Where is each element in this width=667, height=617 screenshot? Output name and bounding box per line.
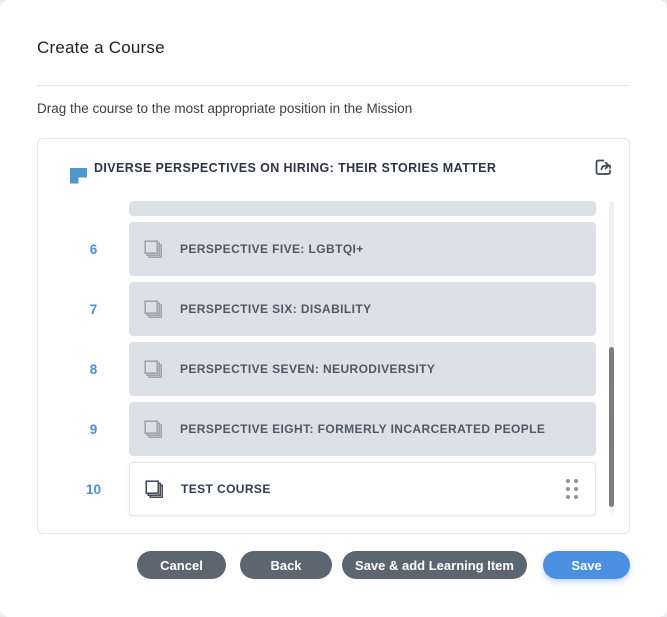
position-number: 10 [85,481,102,497]
course-card[interactable] [129,222,596,276]
course-row [76,282,596,336]
scrollbar-track[interactable] [609,201,614,513]
course-title: TEST COURSE [181,482,271,496]
course-row [76,462,596,516]
course-card[interactable] [129,282,596,336]
page-title: Create a Course [37,38,165,57]
course-title: PERSPECTIVE EIGHT: FORMERLY INCARCERATED PEOPLE [180,422,546,436]
header-divider [37,85,630,86]
mission-panel [37,138,630,534]
scrollbar-thumb[interactable] [609,347,614,507]
partial-card-above [129,201,596,216]
mission-title: DIVERSE PERSPECTIVES ON HIRING: THEIR STORIES MATTER [94,161,497,175]
flag-icon [70,168,88,184]
cancel-button[interactable]: Cancel [137,551,226,579]
position-number: 9 [89,421,98,437]
course-card[interactable] [129,342,596,396]
course-stack-icon [143,239,164,260]
back-button[interactable]: Back [240,551,332,579]
course-title: PERSPECTIVE SEVEN: NEURODIVERSITY [180,362,436,376]
course-row [76,342,596,396]
save-button[interactable]: Save [543,551,630,579]
open-external-icon[interactable] [592,157,614,179]
position-number: 8 [89,361,98,377]
course-stack-icon [144,479,165,500]
course-title: PERSPECTIVE SIX: DISABILITY [180,302,372,316]
course-row [76,402,596,456]
position-number: 7 [89,301,98,317]
course-card[interactable] [129,402,596,456]
course-card[interactable] [129,462,596,516]
course-stack-icon [143,419,164,440]
instruction-text: Drag the course to the most appropriate position in the Mission [37,101,413,116]
position-number: 6 [89,241,98,257]
save-add-learning-button[interactable]: Save & add Learning Item [342,551,527,579]
course-title: PERSPECTIVE FIVE: LGBTQI+ [180,242,364,256]
course-row [76,222,596,276]
drag-handle-icon[interactable] [566,479,578,499]
course-stack-icon [143,299,164,320]
course-stack-icon [143,359,164,380]
